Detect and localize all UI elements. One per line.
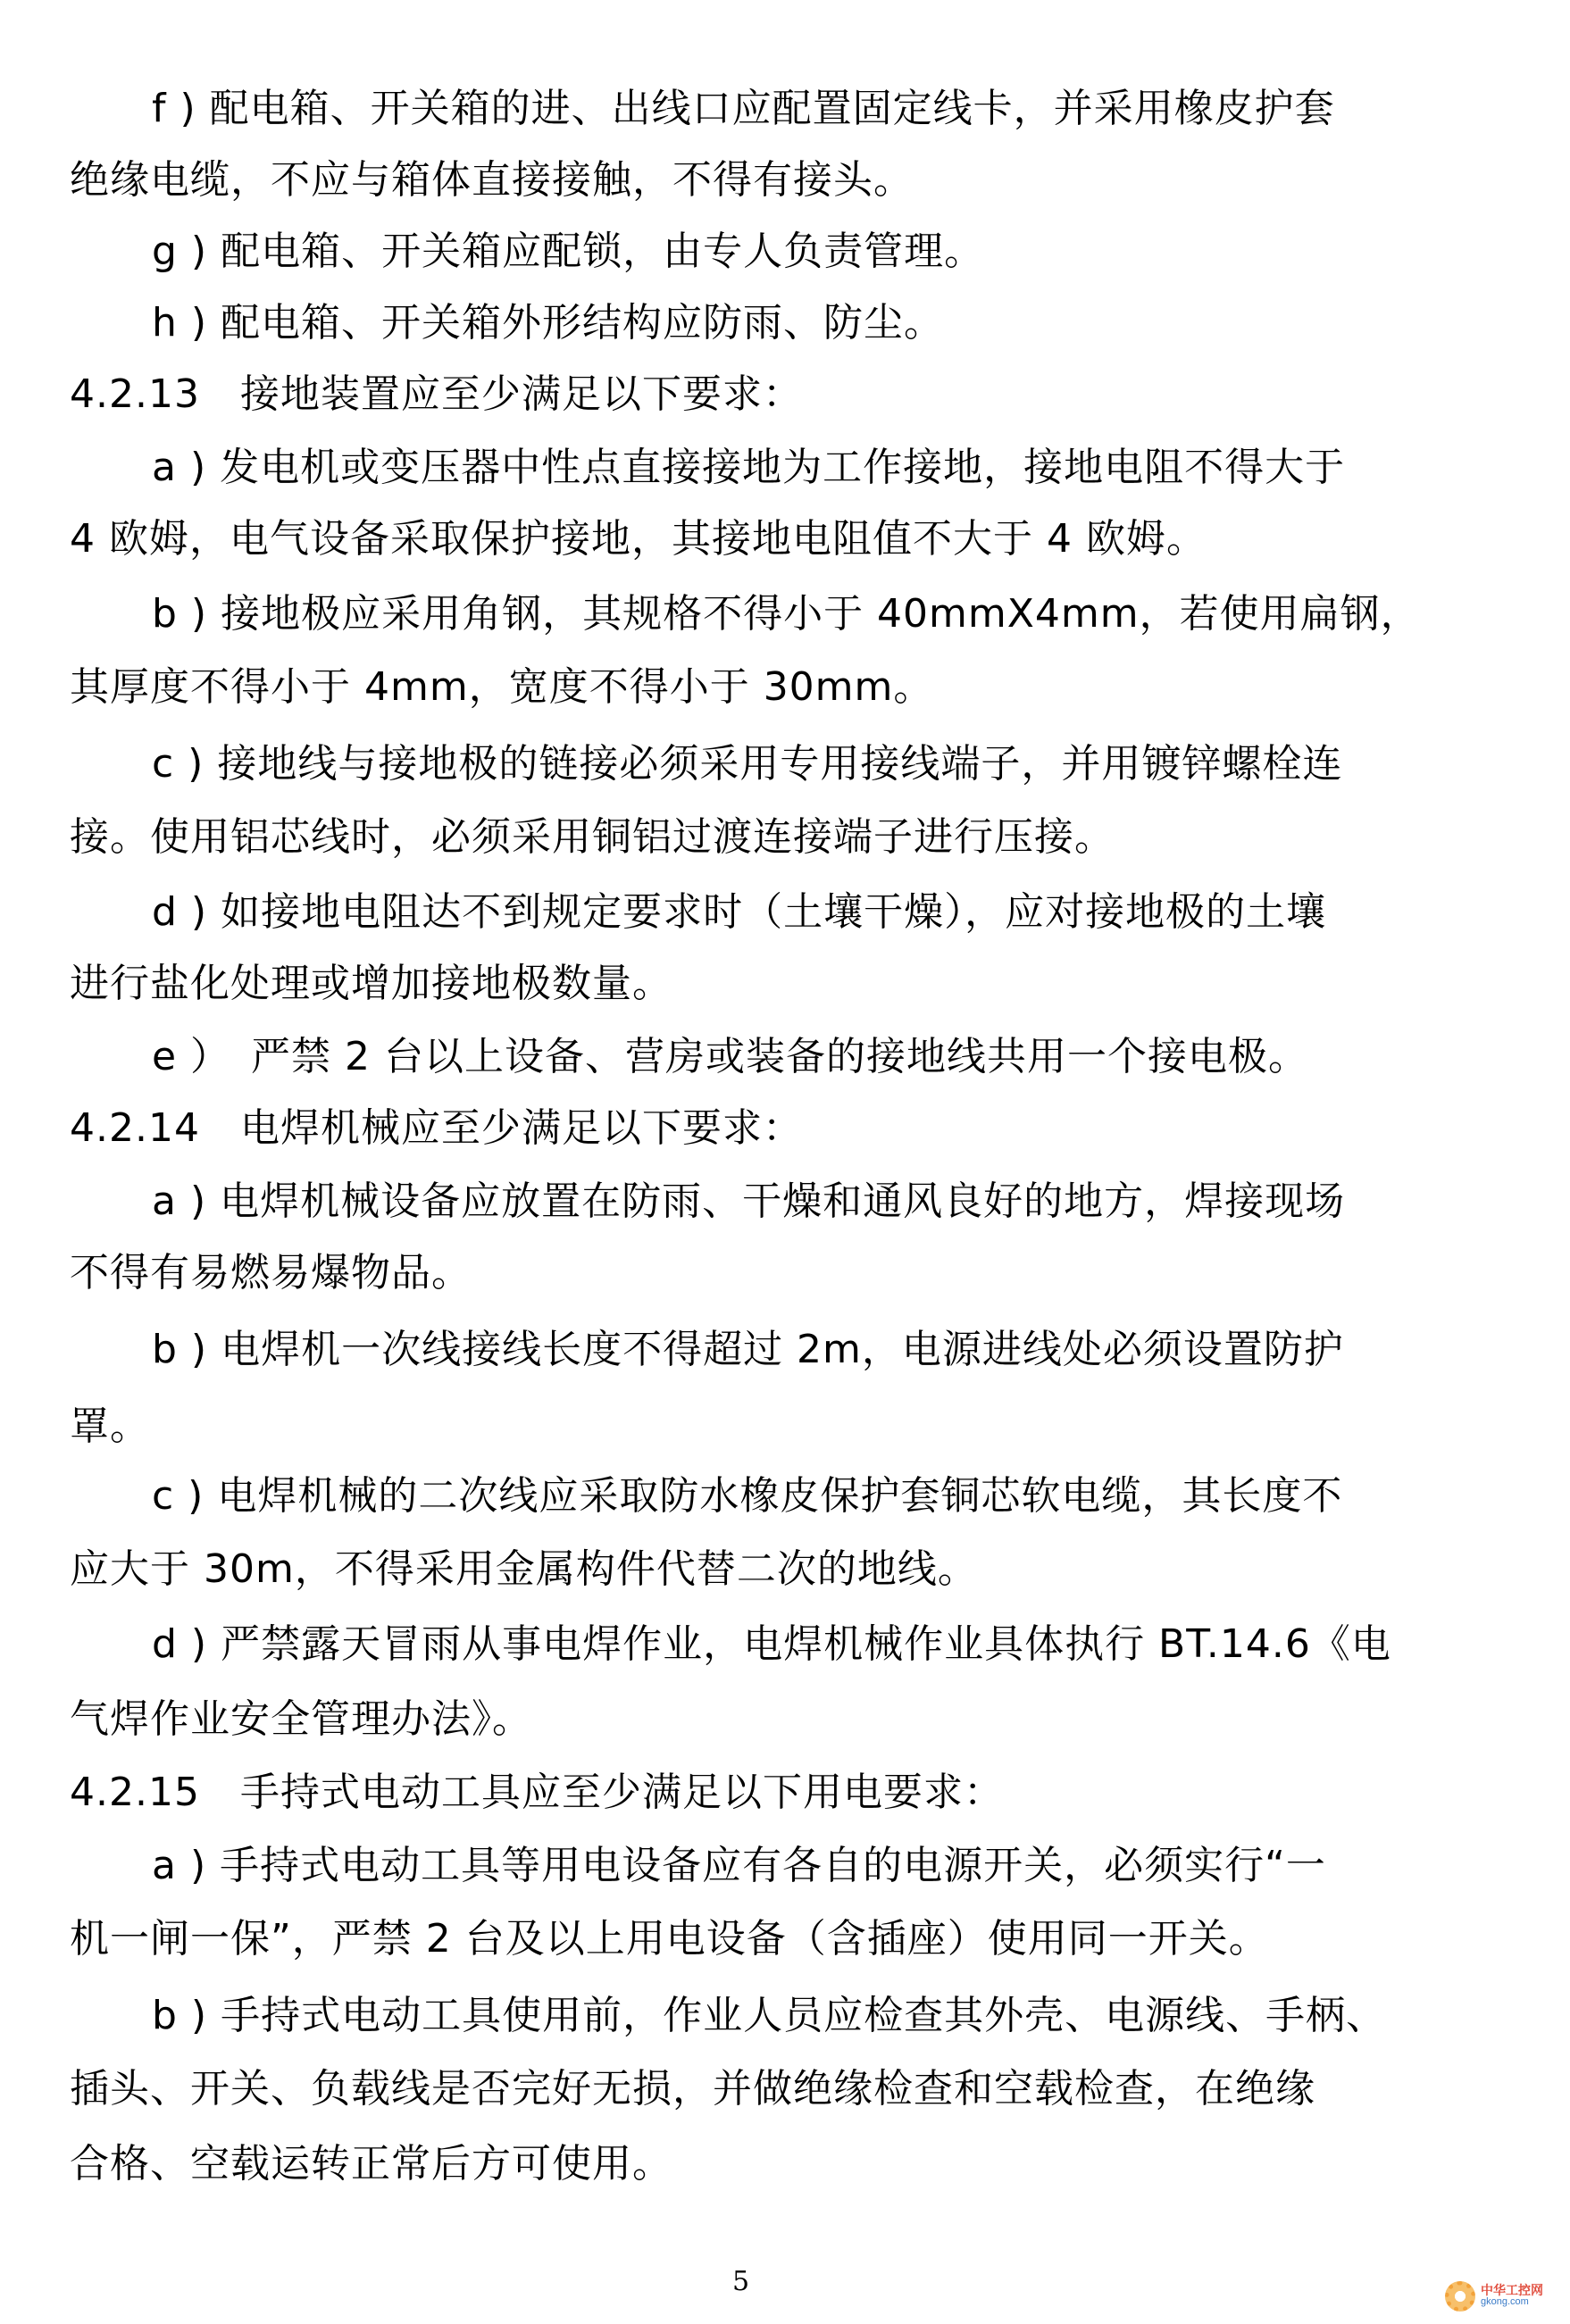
- text-line-4-2-14-d: d ) 严禁露天冒雨从事电焊作业，电焊机械作业具体执行 BT.14.6《电: [152, 1621, 1391, 1667]
- text-line-4-2-15-b-cont: 插头、开关、负载线是否完好无损，并做绝缘检查和空载检查，在绝缘: [70, 2066, 1315, 2112]
- text-line-4-2-15-b-cont2: 合格、空载运转正常后方可使用。: [70, 2141, 672, 2187]
- section-heading-4-2-13: 4.2.13 接地装置应至少满足以下要求：: [70, 371, 803, 417]
- text-line-4-2-14-b: b ) 电焊机一次线接线长度不得超过 2m，电源进线处必须设置防护: [152, 1327, 1344, 1372]
- text-line-4-2-13-c: c ) 接地线与接地极的链接必须采用专用接线端子，并用镀锌螺栓连: [152, 741, 1343, 787]
- text-line-4-2-14-a-cont: 不得有易燃易爆物品。: [70, 1250, 472, 1295]
- text-line-f-cont: 绝缘电缆，不应与箱体直接接触，不得有接头。: [70, 157, 914, 203]
- text-line-4-2-13-a-cont: 4 欧姆，电气设备采取保护接地，其接地电阻值不大于 4 欧姆。: [70, 516, 1207, 562]
- text-line-4-2-14-b-cont: 罩。: [70, 1404, 150, 1449]
- section-heading-4-2-14: 4.2.14 电焊机械应至少满足以下要求：: [70, 1105, 803, 1151]
- text-line-4-2-14-c: c ) 电焊机械的二次线应采取防水橡皮保护套铜芯软电缆，其长度不: [152, 1473, 1343, 1519]
- section-heading-4-2-15: 4.2.15 手持式电动工具应至少满足以下用电要求：: [70, 1770, 1004, 1815]
- text-line-g: g ) 配电箱、开关箱应配锁，由专人负责管理。: [152, 229, 985, 274]
- text-line-4-2-13-b-cont: 其厚度不得小于 4mm，宽度不得小于 30mm。: [70, 664, 934, 710]
- text-line-4-2-13-e: e ） 严禁 2 台以上设备、营房或装备的接地线共用一个接电极。: [152, 1034, 1309, 1079]
- text-line-4-2-15-a: a ) 手持式电动工具等用电设备应有各自的电源开关，必须实行“一: [152, 1843, 1326, 1888]
- text-line-4-2-13-d: d ) 如接地电阻达不到规定要求时（土壤干燥），应对接地极的土壤: [152, 889, 1327, 935]
- text-line-f: f ) 配电箱、开关箱的进、出线口应配置固定线卡，并采用橡皮护套: [152, 86, 1335, 131]
- text-line-4-2-13-a: a ) 发电机或变压器中性点直接接地为工作接地，接地电阻不得大于: [152, 445, 1346, 490]
- text-line-4-2-13-c-cont: 接。使用铝芯线时，必须采用铜铝过渡连接端子进行压接。: [70, 814, 1115, 860]
- page-number: 5: [732, 2266, 750, 2297]
- text-line-h: h ) 配电箱、开关箱外形结构应防雨、防尘。: [152, 300, 945, 346]
- text-line-4-2-13-d-cont: 进行盐化处理或增加接地极数量。: [70, 961, 672, 1006]
- watermark-text: 中华工控网 gkong.com: [1481, 2283, 1543, 2307]
- site-watermark: [1445, 2281, 1543, 2312]
- text-line-4-2-15-b: b ) 手持式电动工具使用前，作业人员应检查其外壳、电源线、手柄、: [152, 1993, 1387, 2038]
- text-line-4-2-15-a-cont: 机一闸一保”，严禁 2 台及以上用电设备（含插座）使用同一开关。: [70, 1916, 1269, 1962]
- text-line-4-2-14-a: a ) 电焊机械设备应放置在防雨、干燥和通风良好的地方，焊接现场: [152, 1179, 1346, 1224]
- text-line-4-2-13-b: b ) 接地极应采用角钢，其规格不得小于 40mmX4mm，若使用扁钢，: [152, 591, 1421, 637]
- text-line-4-2-14-c-cont: 应大于 30m，不得采用金属构件代替二次的地线。: [70, 1546, 978, 1592]
- gear-logo-icon: [1445, 2281, 1475, 2312]
- text-line-4-2-14-d-cont: 气焊作业安全管理办法》。: [70, 1696, 532, 1742]
